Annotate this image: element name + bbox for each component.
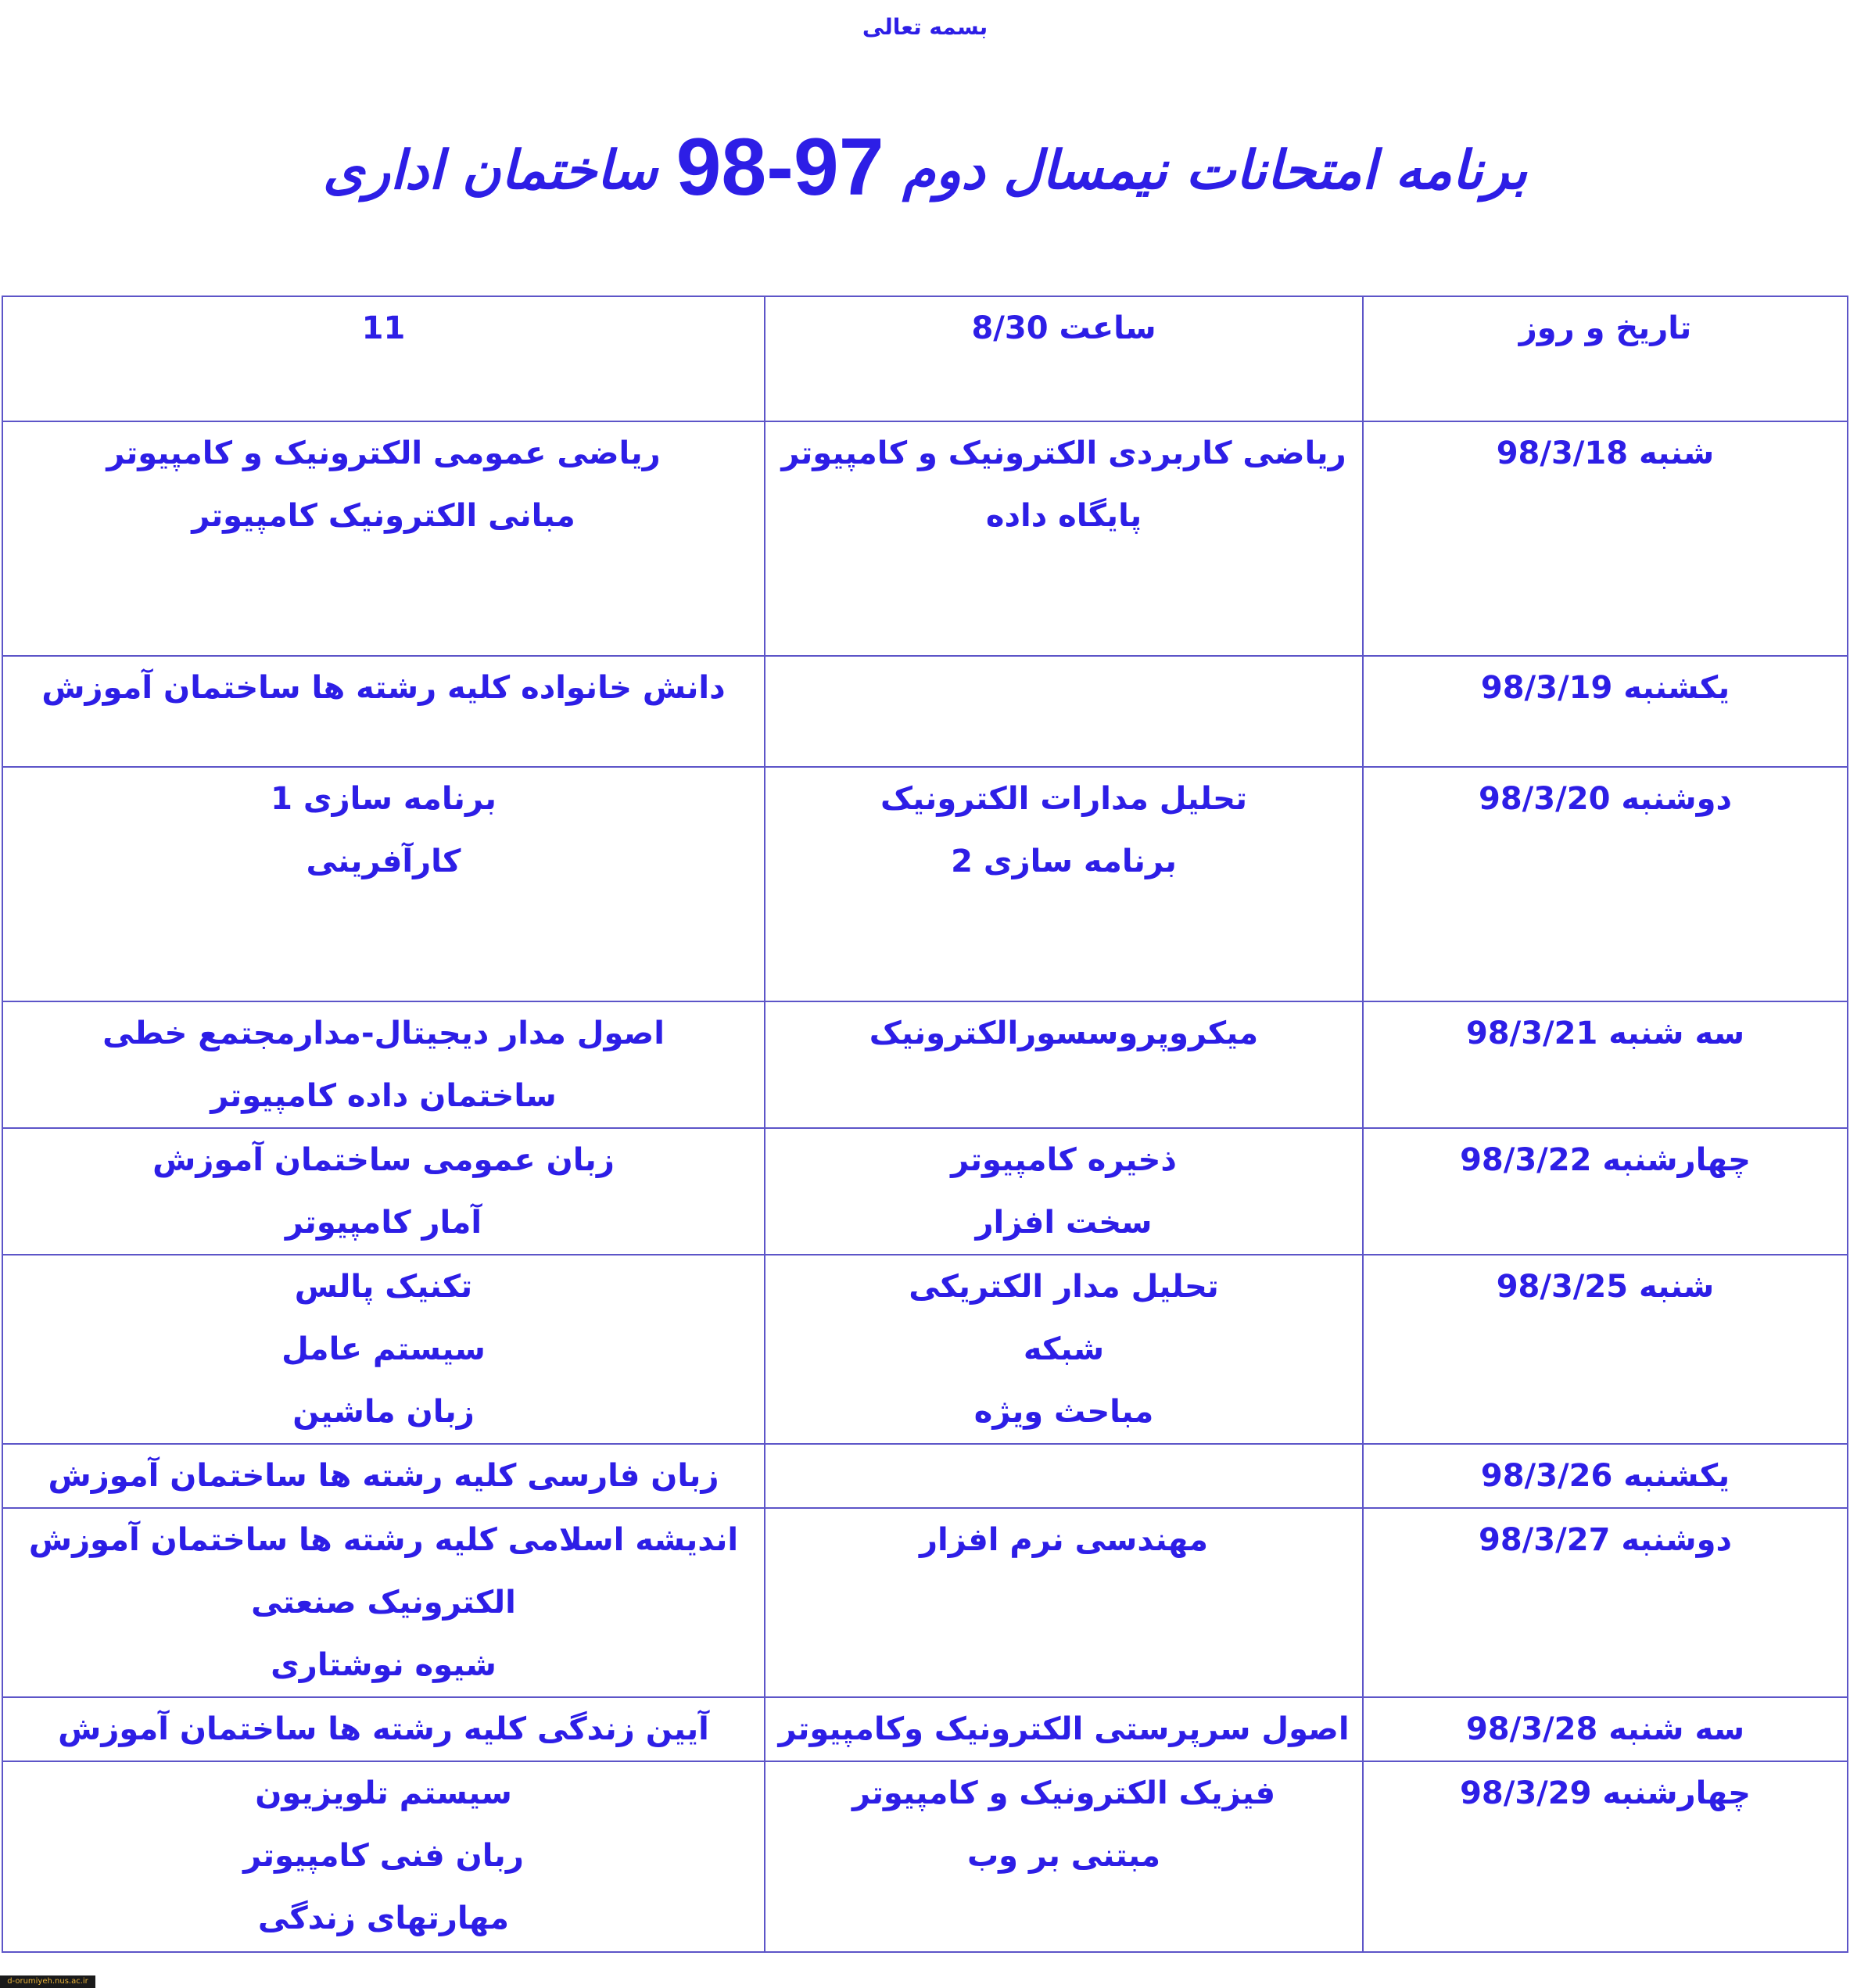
slot1-cell xyxy=(765,1444,1363,1508)
table-row xyxy=(2,1255,1848,1444)
slot1-cell xyxy=(765,767,1363,1001)
header-row xyxy=(2,296,1848,421)
course-name: آیین زندگی کلیه رشته ها ساختمان آموزش xyxy=(58,1711,709,1747)
course-name: آمار کامپیوتر xyxy=(285,1205,482,1241)
table-row xyxy=(2,1001,1848,1128)
course-name: زبان فارسی کلیه رشته ها ساختمان آموزش xyxy=(48,1458,719,1494)
course-name: زبان عمومی ساختمان آموزش xyxy=(152,1142,615,1178)
date-cell: سه شنبه 98/3/28 xyxy=(1363,1697,1848,1761)
course-name: ربان فنی کامپیوتر xyxy=(243,1838,524,1874)
course-name: ساختمان داده کامپیوتر xyxy=(210,1078,557,1114)
column-header-slot1: ساعت 8/30 xyxy=(765,296,1363,421)
course-name: میکروپروسسورالکترونیک xyxy=(869,1015,1259,1051)
title-year: 97-98 xyxy=(676,122,884,213)
date-cell: شنبه 98/3/18 xyxy=(1363,421,1848,656)
slot1-cell xyxy=(765,1128,1363,1255)
column-header-date: تاریخ و روز xyxy=(1363,296,1848,421)
course-name: مهارتهای زندگی xyxy=(257,1900,510,1936)
table-row xyxy=(2,1761,1848,1952)
course-name: ریاضی کاربردی الکترونیک و کامپیوتر xyxy=(781,435,1346,471)
course-name: برنامه سازی 2 xyxy=(951,844,1177,879)
course-name: فیزیک الکترونیک و کامپیوتر xyxy=(852,1775,1276,1811)
date-cell: چهارشنبه 98/3/22 xyxy=(1363,1128,1848,1255)
exam-schedule-table xyxy=(2,296,1848,1953)
slot1-cell xyxy=(765,421,1363,656)
course-name: برنامه سازی 1 xyxy=(271,781,497,817)
course-name: سخت افزار xyxy=(975,1205,1153,1241)
slot2-cell xyxy=(2,1761,765,1952)
table-row xyxy=(2,1697,1848,1761)
course-name: مبتنی بر وب xyxy=(966,1838,1161,1874)
course-name: ذخیره کامپیوتر xyxy=(951,1142,1177,1178)
date-cell: دوشنبه 98/3/20 xyxy=(1363,767,1848,1001)
course-name: کارآفرینی xyxy=(306,844,461,879)
course-name: اصول مدار دیجیتال-مدارمجتمع خطی xyxy=(102,1015,665,1051)
course-name: پایگاه داده xyxy=(985,498,1142,534)
course-name: اندیشه اسلامی کلیه رشته ها ساختمان آموزش xyxy=(28,1522,739,1558)
table-row xyxy=(2,1128,1848,1255)
date-cell: یکشنبه 98/3/19 xyxy=(1363,656,1848,767)
slot2-cell xyxy=(2,1128,765,1255)
course-name: سیستم تلویزیون xyxy=(255,1775,512,1811)
course-name: تکنیک پالس xyxy=(294,1269,473,1305)
date-cell: یکشنبه 98/3/26 xyxy=(1363,1444,1848,1508)
slot1-cell xyxy=(765,1508,1363,1697)
slot2-cell xyxy=(2,421,765,656)
site-logo: d-orumiyeh.nus.ac.ir xyxy=(0,1975,95,1988)
slot1-cell xyxy=(765,1761,1363,1952)
slot2-cell xyxy=(2,1255,765,1444)
course-name: اصول سرپرستی الکترونیک وکامپیوتر xyxy=(778,1711,1350,1747)
date-cell: دوشنبه 98/3/27 xyxy=(1363,1508,1848,1697)
course-name: تحلیل مدار الکتریکی xyxy=(909,1269,1219,1305)
course-name: تحلیل مدارات الکترونیک xyxy=(880,781,1247,817)
slot1-cell xyxy=(765,1697,1363,1761)
table-row xyxy=(2,421,1848,656)
date-cell: شنبه 98/3/25 xyxy=(1363,1255,1848,1444)
course-name: دانش خانواده کلیه رشته ها ساختمان آموزش xyxy=(41,670,726,706)
slot1-cell xyxy=(765,1255,1363,1444)
slot1-cell xyxy=(765,656,1363,767)
page-title xyxy=(0,121,1850,214)
slot2-cell xyxy=(2,1508,765,1697)
course-name: مهندسی نرم افزار xyxy=(919,1522,1208,1558)
course-name: زبان ماشین xyxy=(292,1394,475,1430)
slot2-cell xyxy=(2,656,765,767)
course-name: مبانی الکترونیک کامپیوتر xyxy=(192,498,575,534)
course-name: شبکه xyxy=(1023,1331,1105,1367)
course-name: الکترونیک صنعتی xyxy=(251,1585,516,1621)
slot1-cell xyxy=(765,1001,1363,1128)
basmala: بسمه تعالی xyxy=(862,14,988,40)
slot2-cell xyxy=(2,767,765,1001)
table-row xyxy=(2,656,1848,767)
table-row xyxy=(2,1444,1848,1508)
date-cell: سه شنبه 98/3/21 xyxy=(1363,1001,1848,1128)
course-name: مباحث ویژه xyxy=(973,1394,1154,1430)
column-header-slot2: 11 xyxy=(2,296,765,421)
course-name: سیستم عامل xyxy=(281,1331,486,1367)
date-cell: چهارشنبه 98/3/29 xyxy=(1363,1761,1848,1952)
table-row xyxy=(2,1508,1848,1697)
course-name: شیوه نوشتاری xyxy=(271,1647,497,1683)
title-prefix: برنامه امتحانات نیمسال دوم xyxy=(902,139,1528,202)
slot2-cell xyxy=(2,1444,765,1508)
slot2-cell xyxy=(2,1001,765,1128)
table-row xyxy=(2,767,1848,1001)
slot2-cell xyxy=(2,1697,765,1761)
course-name: ریاضی عمومی الکترونیک و کامپیوتر xyxy=(106,435,661,471)
title-suffix: ساختمان اداری xyxy=(322,139,658,202)
